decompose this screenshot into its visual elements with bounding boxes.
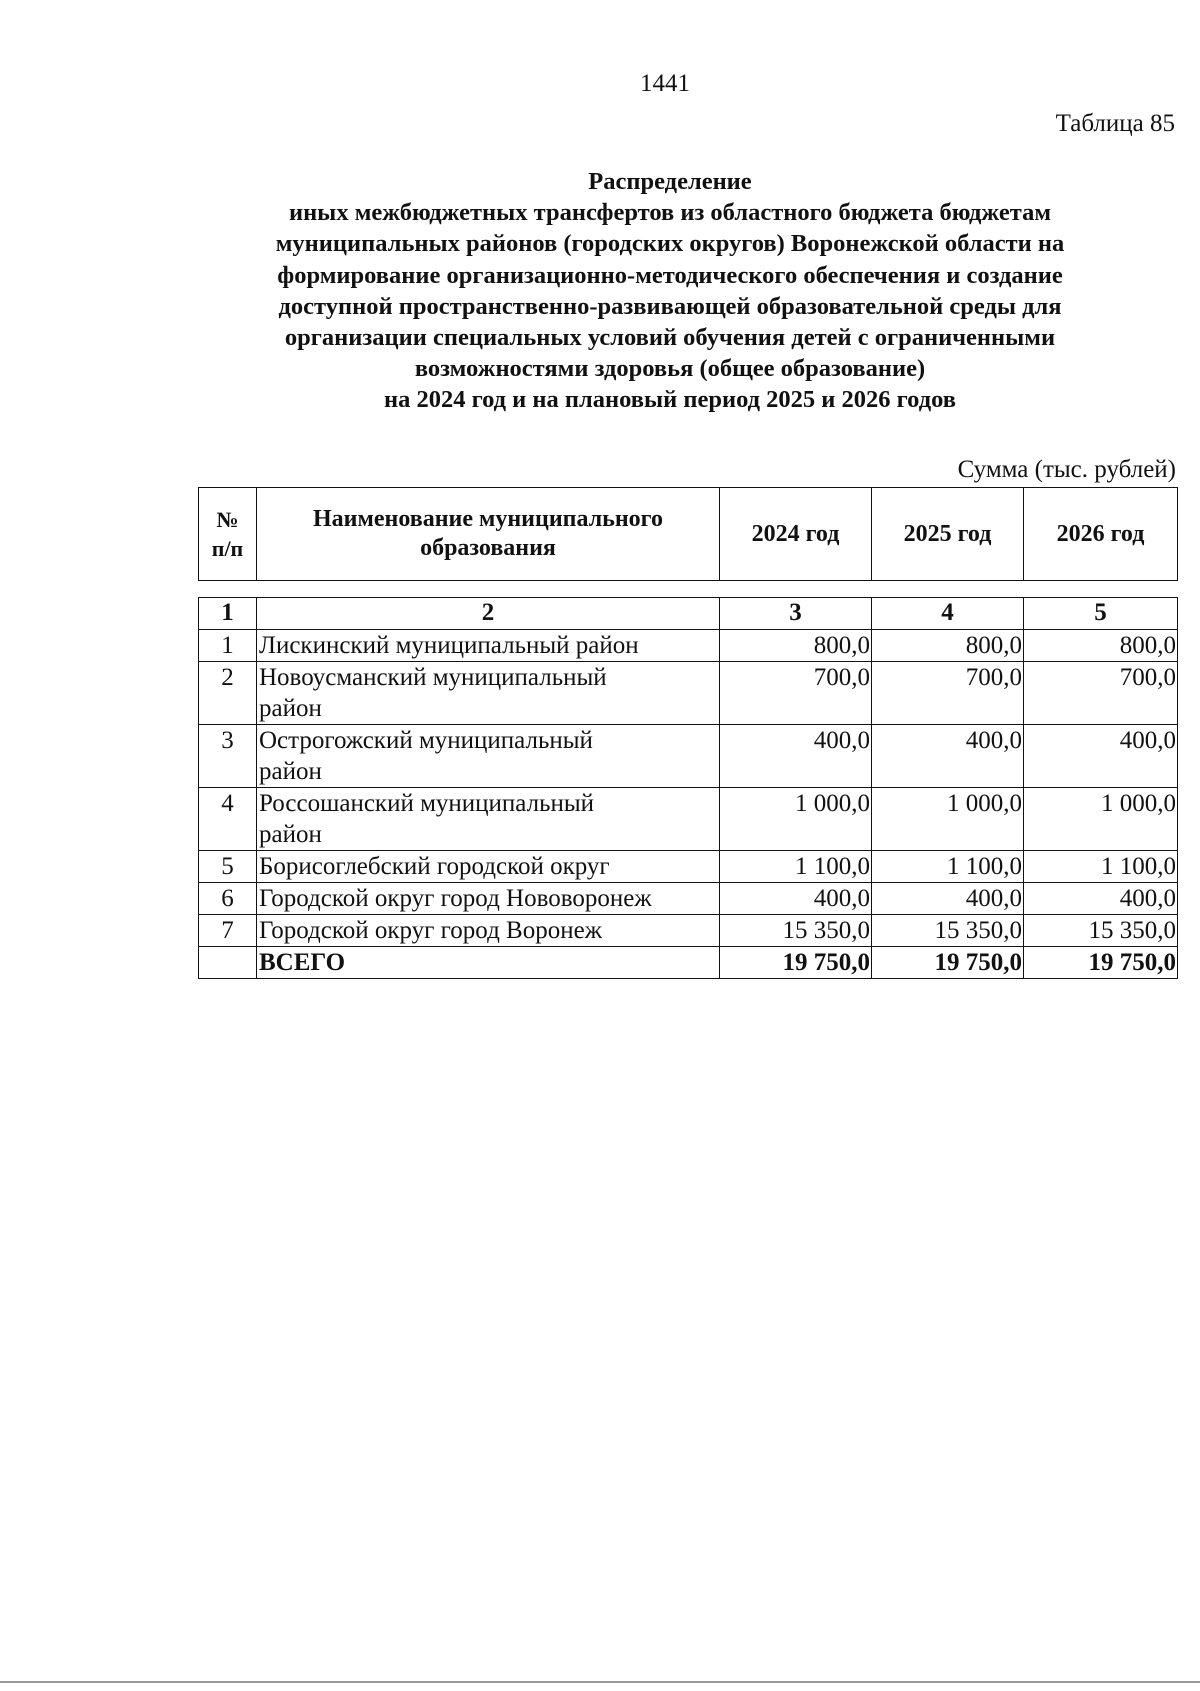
header-2025: 2025 год: [872, 488, 1024, 581]
name-line: Городской округ город Воронеж: [259, 917, 602, 944]
table-row: [199, 725, 1178, 788]
total-2024: 19 750,0: [720, 947, 872, 979]
header-num-line1: №: [216, 507, 239, 532]
total-label: ВСЕГО: [257, 947, 720, 979]
title-line: организации специальных условий обучения детей с ограниченными: [284, 324, 1056, 352]
row-number: 4: [199, 788, 257, 851]
value-2026: 1 000,0: [1024, 788, 1178, 851]
page-number: 1441: [640, 70, 690, 97]
scan-edge-line: [0, 1681, 1200, 1683]
table-label: Таблица 85: [1055, 110, 1175, 137]
value-2025: 400,0: [872, 725, 1024, 788]
municipality-name: [257, 630, 720, 662]
header-name-line1: Наименование муниципального: [313, 506, 663, 532]
name-line: Новоусманский муниципальный: [259, 664, 607, 691]
value-2024: 400,0: [720, 883, 872, 915]
column-number: 2: [257, 598, 720, 630]
municipality-name: [257, 851, 720, 883]
value-2026: 1 100,0: [1024, 851, 1178, 883]
name-line: Борисоглебский городской округ: [259, 853, 610, 880]
value-2024: 15 350,0: [720, 915, 872, 947]
table-row: [199, 851, 1178, 883]
header-num-line2: п/п: [211, 536, 244, 561]
row-number: 1: [199, 630, 257, 662]
row-number: 7: [199, 915, 257, 947]
value-2024: 1 000,0: [720, 788, 872, 851]
column-number: 5: [1024, 598, 1178, 630]
value-2026: 800,0: [1024, 630, 1178, 662]
total-2026: 19 750,0: [1024, 947, 1178, 979]
name-line: Лискинский муниципальный район: [259, 632, 639, 659]
title-line: Распределение: [588, 168, 752, 195]
municipality-name: [257, 883, 720, 915]
table-row: [199, 630, 1178, 662]
table-row: [199, 788, 1178, 851]
column-number: 3: [720, 598, 872, 630]
table-header: [198, 487, 1178, 581]
row-number: 2: [199, 662, 257, 725]
value-2025: 800,0: [872, 630, 1024, 662]
municipality-name: [257, 915, 720, 947]
title-line: доступной пространственно-развивающей образовательной среды для: [278, 292, 1062, 320]
name-line: Острогожский муниципальный: [259, 727, 593, 754]
value-2024: 1 100,0: [720, 851, 872, 883]
name-line: район: [259, 821, 322, 848]
header-row: [199, 488, 1178, 581]
value-2024: 400,0: [720, 725, 872, 788]
header-name: [257, 488, 720, 581]
units-caption: Сумма (тыс. рублей): [957, 456, 1176, 483]
value-2025: 1 100,0: [872, 851, 1024, 883]
municipality-name: [257, 662, 720, 725]
table-row: [199, 662, 1178, 725]
total-num-cell: [199, 947, 257, 979]
value-2026: 400,0: [1024, 883, 1178, 915]
column-number: 1: [199, 598, 257, 630]
title-line: формирование организационно-методического обеспечения и создание: [277, 261, 1063, 289]
total-2025: 19 750,0: [872, 947, 1024, 979]
table-row: [199, 915, 1178, 947]
value-2025: 700,0: [872, 662, 1024, 725]
header-num: [199, 488, 257, 581]
name-line: Россошанский муниципальный: [259, 790, 595, 817]
value-2025: 1 000,0: [872, 788, 1024, 851]
value-2026: 400,0: [1024, 725, 1178, 788]
municipality-name: [257, 725, 720, 788]
value-2024: 800,0: [720, 630, 872, 662]
document-title: [170, 166, 1170, 416]
value-2025: 400,0: [872, 883, 1024, 915]
header-name-line2: образования: [420, 535, 556, 561]
title-line: муниципальных районов (городских округов) Воронежской области на: [275, 230, 1065, 258]
total-row: [199, 947, 1178, 979]
table-body: [198, 597, 1178, 979]
value-2026: 15 350,0: [1024, 915, 1178, 947]
column-number: 4: [872, 598, 1024, 630]
title-line: на 2024 год и на плановый период 2025 и 2026 годов: [383, 386, 956, 414]
name-line: Городской округ город Нововоронеж: [259, 885, 652, 912]
table-row: [199, 883, 1178, 915]
row-number: 6: [199, 883, 257, 915]
name-line: район: [259, 758, 322, 785]
value-2025: 15 350,0: [872, 915, 1024, 947]
row-number: 3: [199, 725, 257, 788]
name-line: район: [259, 695, 322, 722]
value-2024: 700,0: [720, 662, 872, 725]
header-2026: 2026 год: [1024, 488, 1178, 581]
municipality-name: [257, 788, 720, 851]
header-2024: 2024 год: [720, 488, 872, 581]
row-number: 5: [199, 851, 257, 883]
title-line: иных межбюджетных трансфертов из областного бюджета бюджетам: [288, 199, 1052, 227]
column-number-row: [199, 598, 1178, 630]
value-2026: 700,0: [1024, 662, 1178, 725]
title-line: возможностями здоровья (общее образование): [414, 355, 926, 383]
